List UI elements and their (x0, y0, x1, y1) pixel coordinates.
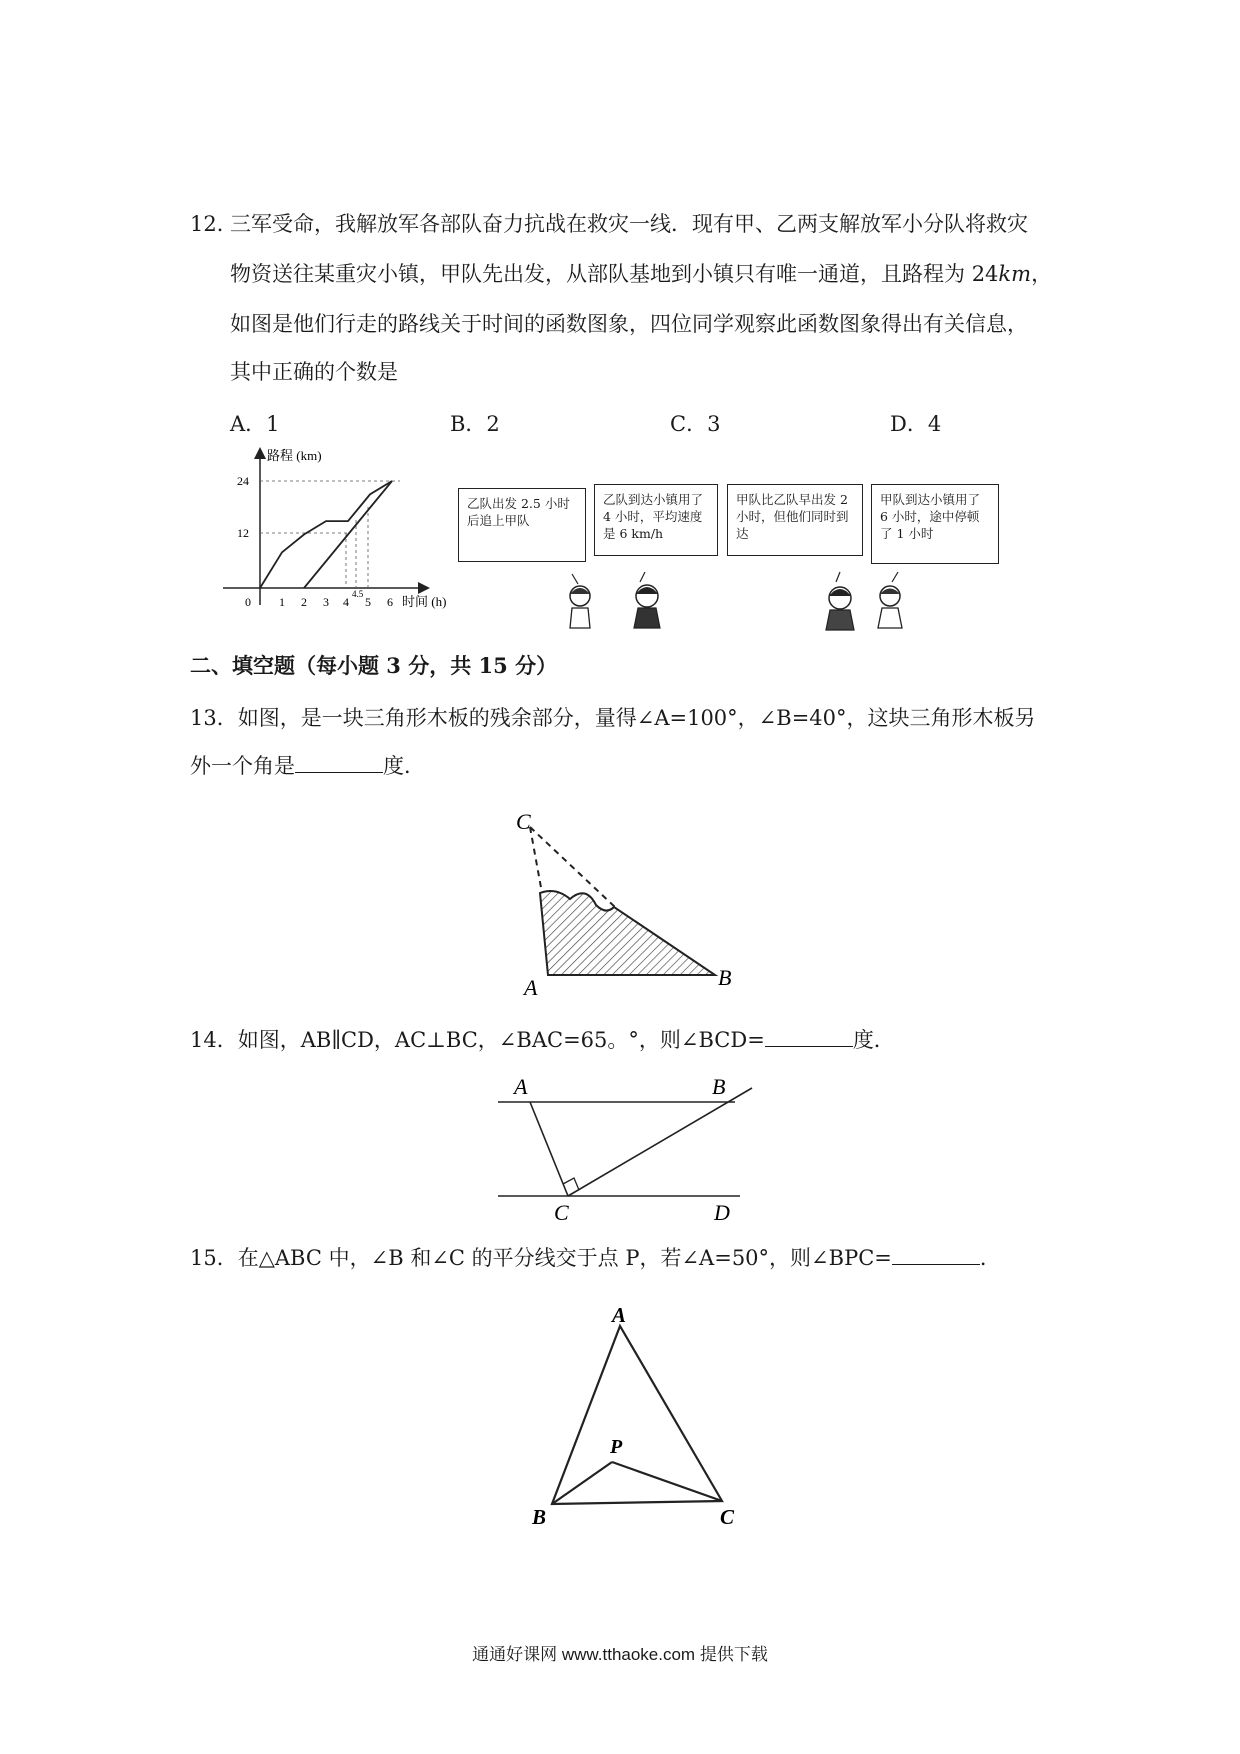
bubble-3-tail (836, 572, 840, 582)
speech-bubble-3: 甲队比乙队早出发 2 小时，但他们同时到达 (727, 484, 863, 556)
label-p: P (610, 1436, 623, 1458)
q13-triangle-figure (510, 805, 750, 1000)
q12-function-graph (215, 440, 475, 620)
q13-line-1 (190, 704, 1036, 732)
graph-xtick-1: 1 (279, 595, 285, 609)
graph-xtick-0: 0 (245, 595, 251, 609)
student-3-icon (826, 587, 854, 630)
label-b: B (712, 1074, 726, 1099)
board-remnant (540, 891, 715, 975)
student-1-icon (570, 586, 590, 628)
q12-line-2-text: 物资送往某重灾小镇，甲队先出发，从部队基地到小镇只有唯一通道，且路程为 (230, 262, 965, 286)
graph-xtick-45: 4.5 (352, 589, 364, 599)
graph-lines (260, 481, 392, 588)
label-b: B (532, 1505, 547, 1529)
q12-unit: km (998, 262, 1032, 286)
bisector-cp (612, 1462, 722, 1501)
q12-distance: 24 (971, 262, 999, 286)
graph-ytick-24: 24 (237, 474, 249, 488)
graph-xtick-4: 4 (343, 595, 349, 609)
label-c: C (554, 1200, 569, 1223)
q15-triangle-figure (520, 1298, 750, 1538)
speech-bubble-2: 乙队到达小镇用了 4 小时，平均速度是 6 km/h (594, 484, 718, 556)
student-2-icon (634, 585, 660, 628)
q12-option-b: B．2 (450, 412, 500, 436)
yi-route-line (304, 481, 392, 588)
q14-number: 14． (190, 1028, 238, 1052)
student-4-icon (878, 586, 902, 628)
q14-answer-blank[interactable] (765, 1028, 853, 1047)
q14-text-2: 度． (852, 1028, 895, 1052)
label-b: B (718, 965, 732, 990)
page-footer: 通通好课网 www.tthaoke.com 提供下载 (472, 1645, 768, 1664)
q12-line-2-tail: ， (1031, 262, 1053, 286)
label-d: D (714, 1200, 730, 1223)
q14-text-1: 如图，AB∥CD，AC⊥BC，∠BAC=65。°，则∠BCD= (237, 1028, 765, 1052)
q13-text-3: 度． (383, 754, 425, 778)
q13-number: 13． (190, 706, 238, 730)
graph-ylabel: 路程 (km) (267, 448, 322, 463)
graph-xtick-2: 2 (301, 595, 307, 609)
label-a: A (524, 975, 538, 1000)
q12-line-2 (230, 260, 1052, 288)
graph-xtick-5: 5 (365, 595, 371, 609)
graph-xlabel: 时间 (h) (402, 594, 447, 609)
label-a: A (612, 1303, 627, 1327)
q12-option-c: C．3 (670, 412, 721, 436)
bubble-2-tail (640, 572, 645, 582)
q12-line-1: 三军受命，我解放军各部队奋力抗战在救灾一线．现有甲、乙两支解放军小分队将救灾 (230, 212, 1028, 236)
triangle-abc (552, 1326, 722, 1504)
q12-number: 12． (190, 212, 238, 236)
q13-text-1: 如图，是一块三角形木板的残余部分，量得∠A=100°，∠B=40°，这块三角形木板另 (237, 706, 1036, 730)
q15-answer-blank[interactable] (892, 1246, 980, 1265)
speech-bubble-1: 乙队出发 2.5 小时后追上甲队 (458, 488, 586, 562)
graph-xtick-6: 6 (387, 595, 393, 609)
q15-number: 15． (190, 1246, 238, 1270)
segment-cb-extended (568, 1088, 752, 1196)
q15-line (190, 1244, 1001, 1272)
label-c: C (516, 809, 531, 834)
section-2-title: 二、填空题（每小题 3 分，共 15 分） (190, 653, 558, 678)
graph-ytick-12: 12 (237, 526, 249, 540)
q13-answer-blank[interactable] (295, 754, 383, 773)
q14-line (190, 1026, 895, 1054)
speech-bubble-4: 甲队到达小镇用了 6 小时，途中停顿了 1 小时 (871, 484, 999, 564)
bubble-4-tail (892, 572, 898, 582)
q15-text-1: 在△ABC 中，∠B 和∠C 的平分线交于点 P，若∠A=50°，则∠BPC= (237, 1246, 892, 1270)
label-c: C (720, 1505, 735, 1529)
q12-line-3: 如图是他们行走的路线关于时间的函数图象，四位同学观察此函数图象得出有关信息， (230, 312, 1028, 336)
segment-ac (530, 1102, 568, 1196)
q12-option-a: A．1 (230, 412, 280, 436)
students-illustration (540, 570, 940, 632)
q14-parallel-lines-figure (490, 1068, 770, 1223)
q15-text-2: ． (979, 1246, 1001, 1270)
bubble-1-tail (572, 574, 578, 584)
q13-text-2: 外一个角是 (190, 754, 295, 778)
q12-option-d: D．4 (890, 412, 942, 436)
jia-route-line (260, 481, 392, 588)
q12-line-4: 其中正确的个数是 (230, 360, 398, 384)
graph-xtick-3: 3 (323, 595, 329, 609)
q13-line-2 (190, 752, 425, 780)
label-a: A (514, 1074, 528, 1099)
